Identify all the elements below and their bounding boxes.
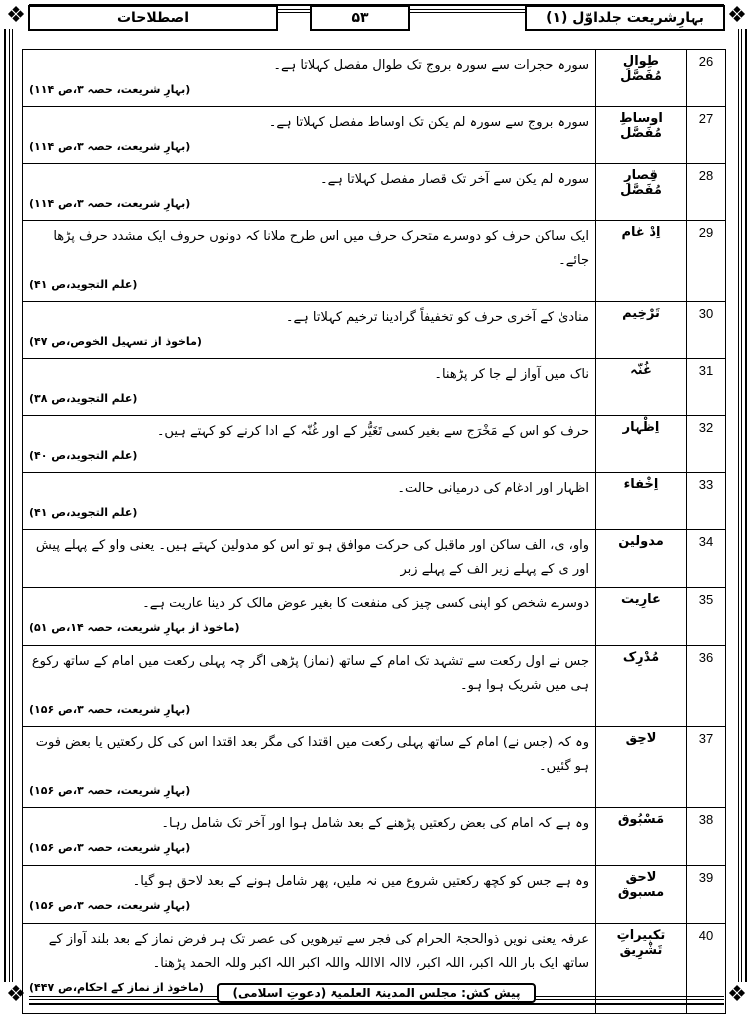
row-definition-cell (23, 473, 596, 530)
row-definition-cell (23, 588, 596, 646)
row-term: لاحِق (596, 727, 687, 808)
row-reference: (علم التجوید،ص ۴۱) (29, 278, 138, 291)
row-term: مُدْرِک (596, 646, 687, 727)
corner-ornament-icon: ❖ (3, 3, 29, 29)
page-header (28, 5, 725, 31)
table-row (23, 530, 726, 588)
row-reference: (علم التجوید،ص ۴۰) (29, 449, 138, 462)
table-row (23, 302, 726, 359)
row-number: 38 (687, 808, 726, 866)
row-number: 34 (687, 530, 726, 588)
row-number: 30 (687, 302, 726, 359)
table-row (23, 473, 726, 530)
row-number: 40 (687, 924, 726, 1014)
row-reference: (بہارِ شریعت، حصہ ۳،ص ۱۱۴) (29, 197, 191, 210)
row-term: تکبیراتِ تَشْرِیق (596, 924, 687, 1014)
row-definition: ناک میں آواز لے جا کر پڑھنا۔ (434, 367, 589, 382)
row-term: مدولین (596, 530, 687, 588)
book-title: بہارِشریعت جلداوّل (۱) (525, 5, 725, 31)
row-definition: جس نے اول رکعت سے تشہد تک امام کے ساتھ (نماز) پڑھی اگر چہ پہلی رکعت میں امام کے ساتھ رکوع ہی میں شریک ہوا ہو۔ (31, 654, 589, 693)
row-definition-cell (23, 107, 596, 164)
row-reference: (بہارِ شریعت، حصہ ۳،ص ۱۱۴) (29, 83, 191, 96)
row-reference: (ماخوذ از تسہیل الخوص،ص ۴۷) (29, 335, 202, 348)
row-number: 32 (687, 416, 726, 473)
footer-publisher: پیش کش: مجلس المدینۃ العلمیۃ (دعوتِ اسلامی) (217, 983, 537, 1003)
row-definition-cell (23, 359, 596, 416)
table-row (23, 416, 726, 473)
corner-ornament-icon: ❖ (724, 982, 750, 1008)
table-row (23, 727, 726, 808)
row-definition: سورہ حجرات سے سورہ بروج تک طوال مفصل کہلاتا ہے۔ (273, 58, 589, 73)
row-number: 33 (687, 473, 726, 530)
row-definition-cell (23, 530, 596, 588)
row-term: طِوالِ مُفَصَّل (596, 50, 687, 107)
row-term: غُنّہ (596, 359, 687, 416)
row-definition-cell (23, 221, 596, 302)
row-term: عارِیت (596, 588, 687, 646)
row-definition: سورہ لم یکن سے آخر تک قصار مفصل کہلاتا ہے۔ (320, 172, 589, 187)
table-row (23, 866, 726, 924)
row-definition-cell (23, 866, 596, 924)
table-row (23, 164, 726, 221)
row-reference: (بہارِ شریعت، حصہ ۳،ص ۱۵۶) (29, 703, 191, 716)
row-reference: (ماخوذ از بہارِ شریعت، حصہ ۱۴،ص ۵۱) (29, 621, 240, 634)
table-row (23, 221, 726, 302)
row-definition-cell (23, 646, 596, 727)
page-number: ۵۳ (310, 5, 410, 31)
row-term: تَرْخِیم (596, 302, 687, 359)
row-term: اوساطِ مُفَصَّل (596, 107, 687, 164)
row-definition-cell (23, 164, 596, 221)
row-definition: سورہ بروج سے سورہ لم یکن تک اوساط مفصل کہلاتا ہے۔ (268, 115, 589, 130)
row-reference: (بہارِ شریعت، حصہ ۳،ص ۱۱۴) (29, 140, 191, 153)
row-reference: (ماخوذ از نماز کے احکام،ص ۴۴۷) (29, 981, 204, 994)
row-reference: (بہارِ شریعت، حصہ ۳،ص ۱۵۶) (29, 784, 191, 797)
corner-ornament-icon: ❖ (3, 982, 29, 1008)
row-number: 29 (687, 221, 726, 302)
page-footer (0, 982, 753, 1003)
row-number: 36 (687, 646, 726, 727)
table-row (23, 808, 726, 866)
row-number: 26 (687, 50, 726, 107)
row-reference: (علم التجوید،ص ۴۱) (29, 506, 138, 519)
row-definition: وہ کہ (جس نے) امام کے ساتھ پہلی رکعت میں اقتدا کی مگر بعد اقتدا اس کی کل رکعتیں یا بعض فوت ہو گئیں۔ (35, 735, 589, 774)
row-definition-cell (23, 416, 596, 473)
row-definition: عرفہ یعنی نویں ذوالحجۃ الحرام کی فجر سے تیرھویں کی عصر تک ہر فرض نماز کے بعد بلند آواز کے ساتھ ایک بار اللہ اکبر، اللہ اکبر، لاالہ الااللہ واللہ اکبر اللہ اکبر وللہ الحمد پڑھنا۔ (48, 932, 589, 971)
row-number: 27 (687, 107, 726, 164)
row-definition: واو، ی، الف ساکن اور ماقبل کی حرکت موافق ہو تو اس کو مدولین کہتے ہیں۔ یعنی واو کے پہلے پیش اور ی کے پہلے زیر الف کے پہلے زبر (35, 538, 589, 577)
row-term: قِصارِ مُفَصَّل (596, 164, 687, 221)
row-term: اِدْ غام (596, 221, 687, 302)
row-definition-cell (23, 727, 596, 808)
terms-table (22, 49, 726, 1014)
section-title: اصطلاحات (28, 5, 278, 31)
table-row (23, 646, 726, 727)
row-definition: اظہار اور ادغام کی درمیانی حالت۔ (397, 481, 589, 496)
row-definition: دوسرے شخص کو اپنی کسی چیز کی منفعت کا بغیر عوض مالک کر دینا عاریت ہے۔ (142, 596, 589, 611)
row-definition-cell (23, 808, 596, 866)
row-number: 39 (687, 866, 726, 924)
table-row (23, 359, 726, 416)
row-definition: ایک ساکن حرف کو دوسرے متحرک حرف میں اس طرح ملانا کہ دونوں حروف ایک مشدد حرف پڑھا جائے۔ (53, 229, 589, 268)
row-definition-cell (23, 302, 596, 359)
row-number: 35 (687, 588, 726, 646)
row-term: اِظْہار (596, 416, 687, 473)
corner-ornament-icon: ❖ (724, 3, 750, 29)
table-row (23, 107, 726, 164)
row-definition: وہ ہے جس کو کچھ رکعتیں شروع میں نہ ملیں، پھر شامل ہونے کے بعد لاحق ہو گیا۔ (132, 874, 589, 889)
row-number: 31 (687, 359, 726, 416)
row-term: لاحق مسبوق (596, 866, 687, 924)
table-row (23, 588, 726, 646)
row-number: 28 (687, 164, 726, 221)
row-reference: (بہارِ شریعت، حصہ ۳،ص ۱۵۶) (29, 899, 191, 912)
row-term: مَسْبُوق (596, 808, 687, 866)
row-definition: حرف کو اس کے مَخْرَج سے بغیر کسی تَغَیُّر کے اور غُنّہ کے ادا کرنے کو کہتے ہیں۔ (156, 424, 589, 439)
row-definition-cell (23, 50, 596, 107)
table-row (23, 50, 726, 107)
row-number: 37 (687, 727, 726, 808)
row-reference: (علم التجوید،ص ۳۸) (29, 392, 138, 405)
row-reference: (بہارِ شریعت، حصہ ۳،ص ۱۵۶) (29, 841, 191, 854)
row-definition: منادیٰ کے آخری حرف کو تخفیفاً گرادینا ترخیم کہلاتا ہے۔ (285, 310, 589, 325)
row-definition: وہ ہے کہ امام کی بعض رکعتیں پڑھنے کے بعد شامل ہوا اور آخر تک شامل رہا۔ (161, 816, 589, 831)
row-term: اِخْفاء (596, 473, 687, 530)
